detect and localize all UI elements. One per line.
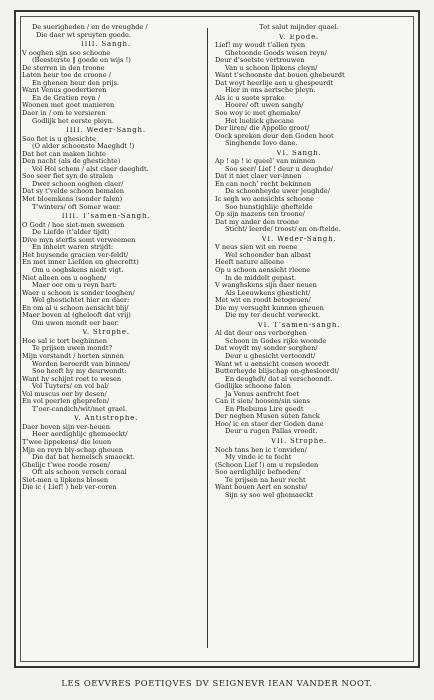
verse-line: Daer in / om te versieren	[22, 110, 106, 118]
verse-line: Soo seer fiet syn de stralen	[22, 173, 114, 181]
verse-line: Het lueliick ghecane	[225, 117, 294, 125]
section-heading: IIII. T’samen-Sangh.	[61, 213, 151, 221]
verse-line: Dwer schoon ooghen claer/	[32, 180, 124, 188]
verse-line: Die dat bat hemelsch smaeckt.	[32, 454, 135, 462]
verse-line: Al dat deur ons verborghen	[215, 330, 307, 338]
verse-line: Hoe sal ic tort beghinnen	[22, 337, 107, 345]
verse-line: Den nacht (als de ghestichte)	[22, 158, 121, 166]
verse-line: Der liren/ die Appollo groot/	[215, 125, 310, 133]
verse-line: V wanghskens sijn daer neuen	[215, 282, 317, 290]
verse-line: Het buysende gracien ver-feldt/	[22, 251, 129, 259]
verse-line: Want wt u aensicht comen woordt	[215, 360, 329, 368]
verse-line: Vol Tuyters/ en vol bal/	[32, 383, 109, 391]
verse-line: Soo heeft hy my deurwondt:	[32, 368, 127, 376]
verse-line: Dat it niet claer ver-innen	[215, 173, 302, 181]
verse-line: De sterren in den troone	[22, 64, 105, 72]
verse-line: Laten heur toe de croone /	[22, 72, 111, 80]
verse-line: Heeft nature alleene	[215, 259, 285, 267]
verse-line: Godlijk het eerste pleyn.	[32, 117, 114, 125]
verse-line: O Godt / hoe siet-men swemen	[22, 221, 125, 229]
verse-line: Van u schoon lipkens cleyn/	[225, 64, 318, 72]
verse-line: Te prijsen uwen mondt?	[32, 345, 113, 353]
verse-line: Schoon in Godes rijke woonde	[225, 337, 327, 345]
verse-line: Op sijn mazens ten troone/	[215, 211, 305, 219]
verse-line: Die my ter deucht verweckt.	[225, 312, 321, 320]
verse-line: Om u ooghskens niedt vigt.	[32, 266, 124, 274]
verse-line: Tot salut mijnder quael.	[259, 24, 339, 31]
verse-line: Ghetoonde Goods wesen reyn/	[225, 49, 327, 57]
verse-line: Wel schoonder ban albast	[225, 251, 311, 259]
column-divider	[207, 28, 208, 648]
verse-line: En deughdt/ dat al verschoondt.	[225, 375, 333, 383]
section-heading: IIII. Weder-Sangh.	[66, 127, 146, 135]
verse-line: Waer u schoon is sonder looghen/	[22, 289, 135, 297]
verse-line: Soo hunstighlijc gheftelde	[225, 203, 313, 211]
verse-line: Lief! my woudt t’allen tyen	[215, 42, 306, 50]
verse-line: De schoonheyde uwer jeughde/	[225, 188, 330, 196]
verse-line: Als Leeuwkens ghesticht/	[225, 289, 311, 297]
verse-line: Niet alleen om u ooghen/	[22, 274, 107, 282]
verse-line: Deur u rugen Pallas vroedt.	[225, 428, 318, 436]
page-footer: LES OEVVRES POETIQVES DV SEIGNEVR IEAN VANDER NOOT.	[61, 678, 373, 688]
verse-line: Want bouen Aert en sonste/	[215, 484, 308, 492]
verse-line: Dat het can maken lichte	[22, 150, 106, 158]
verse-line: Vol Hol schem / alst claer daeghdt.	[32, 165, 149, 173]
verse-line: De Liefde (t’alder tijdt)	[32, 229, 110, 237]
verse-line: Butterheyde blijschap on-ghesloordt/	[215, 368, 340, 376]
verse-line: En om al u schoon aensicht blij/	[22, 304, 129, 312]
verse-line: V neus sien wit en reene	[215, 244, 298, 252]
verse-line: T’winters/ oft Somer waer.	[32, 203, 121, 211]
verse-line: En ghenen heur den prijs.	[32, 79, 120, 87]
section-heading: VII. Strophe.	[271, 437, 327, 445]
verse-line: Siet-men u lipkens blosen	[22, 476, 109, 484]
verse-line: Sijn sy soo wel ghemaeckt	[225, 491, 314, 499]
verse-line: Worden beroerdt van binnen/	[32, 360, 131, 368]
verse-line: Vol muscus oer by desen/	[22, 390, 107, 398]
verse-line: Ap ! ap ! ic queel’ van minnen	[215, 158, 316, 166]
verse-line: Dive myn sterfls somt verweemen	[22, 236, 136, 244]
verse-line: Die my versught kunnen gheuen	[215, 304, 324, 312]
verse-line: (O alder schoonste Maeghdt !)	[32, 143, 135, 151]
section-heading: VI. T’samen-sangh.	[257, 321, 341, 329]
verse-line: Dat woyt heerlije aen u ghespeurdt	[215, 79, 334, 87]
verse-line: Soo woy ic met ghemake/	[215, 110, 301, 118]
section-heading: V. Epode.	[278, 33, 320, 41]
section-heading: IIII. Sangh.	[81, 41, 131, 49]
verse-line: V ooghen sijn soo schoone	[22, 49, 111, 57]
verse-line: T’wee lippekens/ die leuen	[22, 438, 112, 446]
verse-line: En inheirt waren strijdt:	[32, 244, 114, 252]
verse-line: Soo seer/ Lief ! deur u deughde/	[225, 165, 334, 173]
verse-line: Sticht/ leerde/ troost/ en on-ftelde.	[225, 226, 341, 234]
verse-line: Maer oor om u reyn hart:	[32, 282, 118, 290]
verse-line: Want Venus goedertieren	[22, 87, 107, 95]
section-heading: VI. Sangh.	[276, 149, 322, 157]
verse-line: Met bloemkens (sonder falen)	[22, 196, 123, 204]
verse-line: Soo aerdighlijc befneden/	[215, 469, 301, 477]
verse-line: Wel ghestichtet hier en daer:	[32, 297, 130, 305]
verse-line: (Schoon Lief !) om u repsleden	[215, 461, 319, 469]
verse-line: Ja Venus aenfrcht foet	[225, 390, 300, 398]
verse-line: Deur d’soetste vertrouwen	[215, 57, 305, 65]
left-column	[22, 24, 190, 492]
verse-line: Hier in ons aertsche pleyn.	[225, 87, 316, 95]
verse-line: Met wit en roodt betogeuen/	[215, 297, 311, 305]
verse-line: Soo fiet is u ghesichte	[22, 135, 96, 143]
verse-line: Als ic u suete sprake	[215, 94, 285, 102]
verse-line: Daer boven sijn ver-heuen	[22, 423, 110, 431]
section-heading: V. Antistrophe.	[73, 415, 139, 423]
verse-line: En met inner Liefden en ghecreftt)	[22, 259, 139, 267]
verse-line: Oft als schoon versch coraal	[32, 469, 127, 477]
verse-line: T’oer-candich/wit/met grael.	[32, 405, 128, 413]
verse-line: Die daer wt spruyten goede.	[36, 31, 132, 39]
verse-line: Hoo/ ic en staer der Goden dane	[215, 420, 324, 428]
verse-line: (Beesterste ‖ goede en wijs !)	[32, 57, 131, 65]
verse-line: Deur u ghesicht vertoondt/	[225, 352, 316, 360]
verse-line: Mijn verstandt / herten sinnen	[22, 352, 124, 360]
verse-line: Hoore/ oft uwen sangh/	[225, 102, 304, 110]
section-heading: VI. Weder-Sangh.	[261, 235, 337, 243]
verse-line: Der neghen Musen suten fanck	[215, 413, 320, 421]
verse-line: En vol peerlen gheprefen/	[22, 398, 110, 406]
verse-line: En Phebums Lire goedt	[225, 405, 304, 413]
section-heading: V. Strophe.	[82, 329, 130, 337]
verse-line: Ghelijc t’wee roode rosen/	[22, 461, 110, 469]
verse-line: En can noch’ recht bekinnen	[215, 180, 312, 188]
right-column	[215, 24, 383, 499]
verse-line: Singhende Iovo dane.	[225, 140, 298, 148]
verse-line: Mjn en reyn bly-schap gheuen	[22, 446, 124, 454]
verse-line: Want t’schoonste dat bouen ghebeurdt	[215, 72, 345, 80]
verse-line: Dat sy t’velde schoon bemalen	[22, 188, 125, 196]
verse-line: Op u schoon aensicht rleene	[215, 266, 311, 274]
verse-line: Die ic ( Lief! ) heb ver-coren	[22, 484, 117, 492]
verse-line: Om uwen mondt eer baer.	[32, 319, 119, 327]
verse-line: Maer boven al (ghelooft dat vrij)	[22, 312, 131, 320]
verse-line: Godlijke schoone falen	[215, 383, 291, 391]
verse-line: My vinde ic te fecht	[225, 454, 292, 462]
verse-line: Ic segh wo aensichts schoone	[215, 196, 315, 204]
verse-line: In de middelt gepast.	[225, 274, 297, 282]
verse-line: De suerigheden / en de vreughde /	[32, 24, 148, 31]
verse-line: Woonen met goet manieren	[22, 102, 115, 110]
verse-line: Te prijsen na heur recht	[225, 476, 306, 484]
verse-line: Noch tans ben ic t’onviden/	[215, 446, 307, 454]
verse-line: Oock spreken deur den Goden hoot	[215, 132, 334, 140]
verse-line: Heer aerdighlijc ghemaeckt/	[32, 431, 128, 439]
verse-line: En de Gratien reyn /	[32, 94, 101, 102]
verse-line: Want hy schijnt roet te wesen	[22, 375, 122, 383]
verse-line: Can it sien/ hoosen/sin siens	[215, 398, 310, 406]
verse-line: Dat my ander den troone	[215, 218, 299, 226]
verse-line: Dat woydt my sonder sorghen/	[215, 345, 318, 353]
